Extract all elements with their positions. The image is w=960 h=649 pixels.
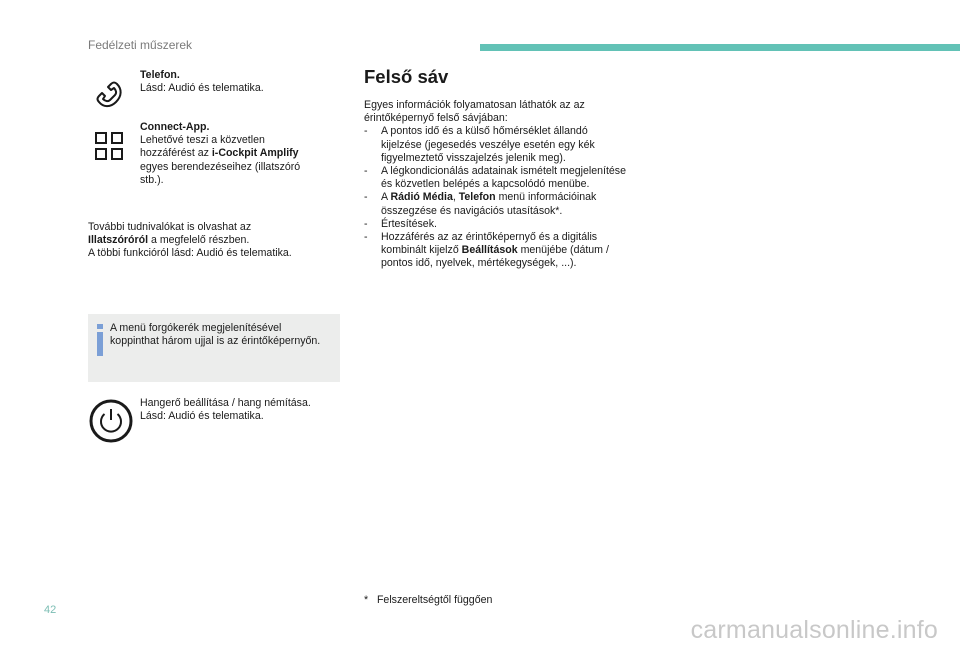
phone-text: Lásd: Audió és telematika. xyxy=(140,82,264,95)
info-icon xyxy=(95,323,105,357)
more-info-line: A többi funkcióról lásd: Audió és telematika. xyxy=(88,247,292,260)
section-title: Fedélzeti műszerek xyxy=(88,38,193,52)
list-item-text: , xyxy=(452,191,459,204)
connect-app-description xyxy=(140,121,330,187)
more-info-line: a megfelelő részben. xyxy=(148,234,250,247)
volume-description xyxy=(140,397,340,423)
apps-grid-icon xyxy=(94,131,124,161)
footnote: * Felszereltségtől függően xyxy=(364,594,493,606)
power-button-icon xyxy=(88,398,134,444)
connect-app-line: stb.). xyxy=(140,173,164,186)
list-item-text: menü információinak összegzése és navigációs utasítások*. xyxy=(381,191,597,217)
list-item-text: Hozzáférés az az érintőképernyő és a digitális kombinált kijelző xyxy=(381,231,598,257)
header-accent-bar xyxy=(480,44,960,51)
page-number: 42 xyxy=(44,604,57,616)
connect-app-bold: i-Cockpit Amplify xyxy=(211,147,299,160)
list-item-text: A xyxy=(381,191,391,204)
list-item-bold: Beállítások xyxy=(461,244,518,257)
top-bar-list xyxy=(364,125,626,270)
connect-app-line: egyes berendezéseihez (illatszóró xyxy=(140,160,301,173)
list-item xyxy=(364,231,626,271)
volume-line: Hangerő beállítása / hang némítása. xyxy=(140,397,311,409)
top-bar-intro: Egyes információk folyamatosan láthatók az az érintőképernyő felső sávjában: xyxy=(364,99,585,125)
more-info-bold: Illatszóróról xyxy=(88,234,149,247)
list-item-bold: Telefon xyxy=(458,191,496,204)
watermark: carmanualsonline.info xyxy=(690,616,938,644)
more-info-line: További tudnivalókat is olvashat az xyxy=(88,221,252,233)
list-item: - A pontos idő és a külső hőmérséklet állandó kijelzése (jegesedés veszélye esetén egy kék figyelmeztető visszajelzés jelenik meg). xyxy=(364,125,626,165)
phone-handset-icon xyxy=(92,76,126,110)
list-item: - A légkondicionálás adatainak ismételt megjelenítése és közvetlen belépés a kapcsolódó menübe. xyxy=(364,165,626,191)
connect-app-line: hozzáférést az xyxy=(140,147,212,160)
more-info-text xyxy=(88,221,340,261)
top-bar-description xyxy=(364,99,626,271)
list-item-bold: Rádió Média xyxy=(390,191,453,204)
connect-app-title: Connect-App. xyxy=(140,121,210,133)
info-box-text: A menü forgókerék megjelenítésével koppinthat három ujjal is az érintőképernyőn. xyxy=(110,322,321,348)
list-item xyxy=(364,191,626,217)
phone-title: Telefon. xyxy=(140,69,180,81)
section-heading: Felső sáv xyxy=(364,66,449,87)
volume-line: Lásd: Audió és telematika. xyxy=(140,410,264,423)
phone-description xyxy=(140,69,340,95)
connect-app-line: Lehetővé teszi a közvetlen xyxy=(140,134,265,147)
list-item-text: menüjébe (dátum / pontos idő, nyelvek, mértékegységek, ...). xyxy=(381,244,609,270)
list-item: - Értesítések. xyxy=(364,218,626,231)
